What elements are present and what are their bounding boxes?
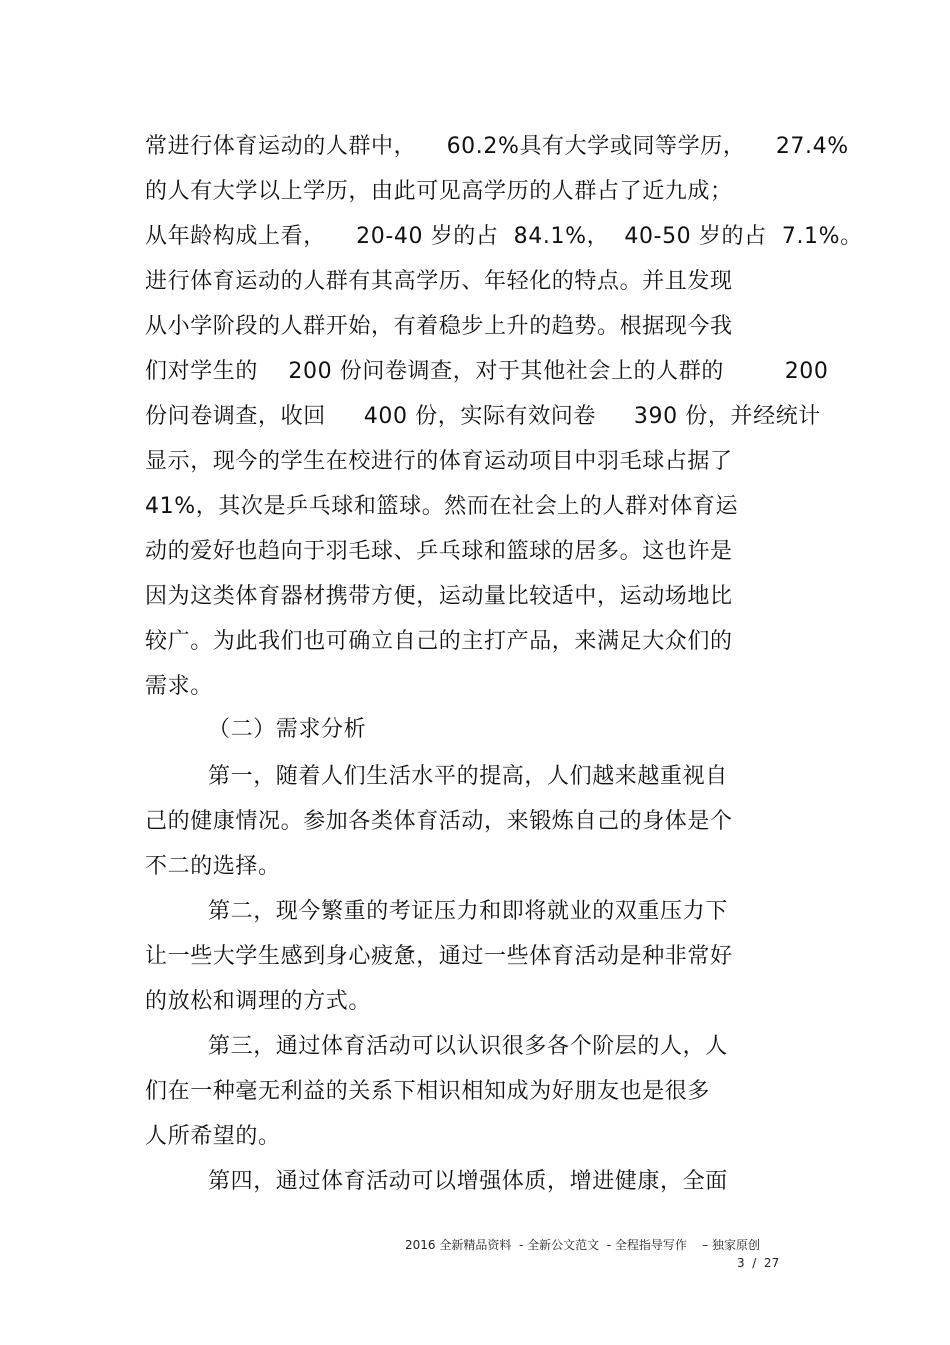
footer-banner: 2016 全新精品资料 - 全新公文范文 - 全程指导写作 – 独家原创 [405,1238,760,1252]
body-line: 份问卷调查，收回 400 份，实际有效问卷 390 份，并经统计 [145,404,821,429]
paragraph-first-line: 第一，随着人们生活水平的提高，人们越来越重视自 [208,764,728,789]
body-line: 们在一种毫无利益的关系下相识相知成为好朋友也是很多 [145,1079,711,1104]
body-line: 从小学阶段的人群开始，有着稳步上升的趋势。根据现今我 [145,314,733,339]
body-line: 己的健康情况。参加各类体育活动，来锻炼自己的身体是个 [145,809,733,834]
body-line: 让一些大学生感到身心疲惫，通过一些体育活动是种非常好 [145,944,733,969]
body-line: 的放松和调理的方式。 [145,989,372,1014]
body-line: 41%，其次是乒乓球和篮球。然而在社会上的人群对体育运 [145,494,739,519]
body-line: 动的爱好也趋向于羽毛球、乒乓球和篮球的居多。这也许是 [145,539,733,564]
body-line: 需求。 [145,674,213,699]
body-line: 较广。为此我们也可确立自己的主打产品，来满足大众们的 [145,629,733,654]
paragraph-first-line: 第四，通过体育活动可以增强体质，增进健康，全面 [208,1169,728,1194]
body-line: 的人有大学以上学历，由此可见高学历的人群占了近九成； [145,179,733,204]
section-heading: （二）需求分析 [208,717,367,742]
body-line: 常进行体育运动的人群中， 60.2%具有大学或同等学历， 27.4% [145,134,849,159]
body-line: 人所希望的。 [145,1124,281,1149]
body-line: 显示，现今的学生在校进行的体育运动项目中羽毛球占据了 [145,449,733,474]
body-line: 们对学生的 200 份问卷调查，对于其他社会上的人群的 200 [145,359,829,384]
body-line: 不二的选择。 [145,854,281,879]
page-number: 3 / 27 [737,1256,780,1270]
body-line: 因为这类体育器材携带方便，运动量比较适中，运动场地比 [145,584,733,609]
body-line: 进行体育运动的人群有其高学历、年轻化的特点。并且发现 [145,269,733,294]
body-line: 从年龄构成上看， 20-40 岁的占 84.1%， 40-50 岁的占 7.1%。 [145,224,863,249]
paragraph-first-line: 第二，现今繁重的考证压力和即将就业的双重压力下 [208,899,728,924]
paragraph-first-line: 第三，通过体育活动可以认识很多各个阶层的人，人 [208,1034,728,1059]
